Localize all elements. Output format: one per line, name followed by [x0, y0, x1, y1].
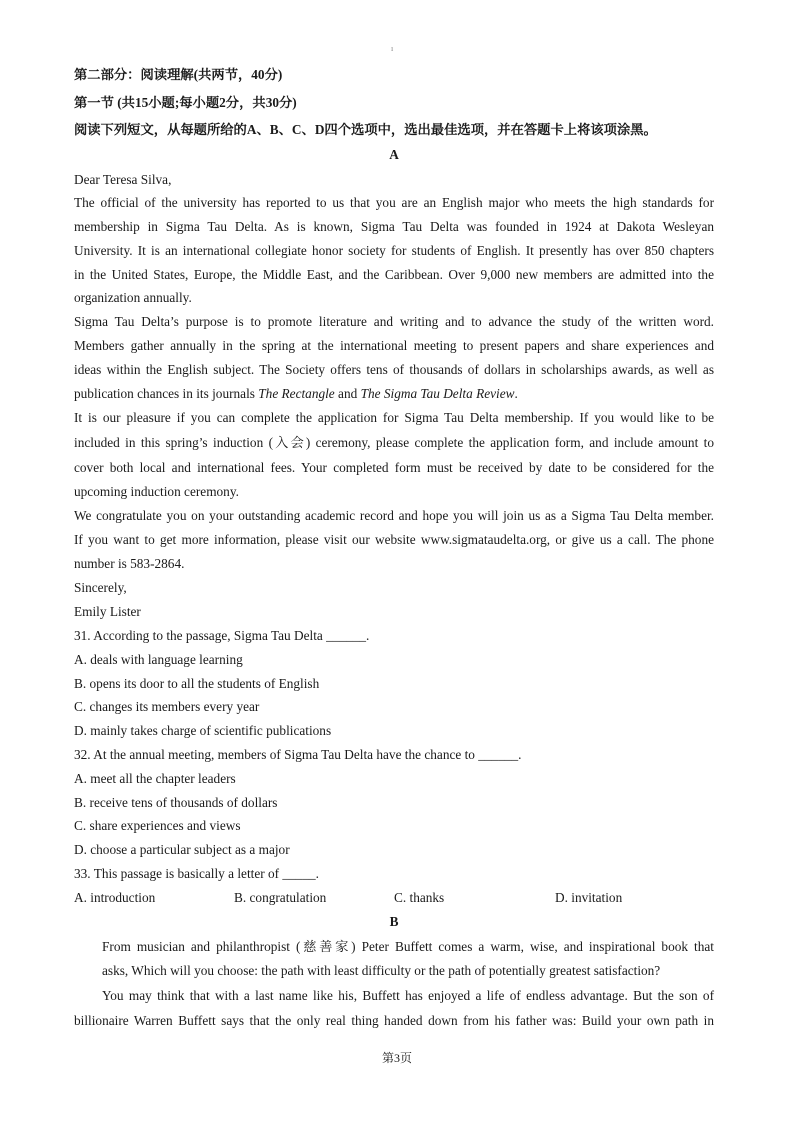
page-number: 第3页 — [381, 1051, 412, 1065]
passage-a-line: number is 583-2864. — [74, 556, 185, 571]
page-top-mark: ı — [391, 44, 394, 53]
passage-a-line: It is our pleasure if you can complete the application for Sigma Tau Delta membership. If you would like to be — [74, 410, 714, 425]
passage-a-line: cover both local and international fees. Your completed form must be received by date to be considered for the — [74, 460, 714, 475]
instruction-text: 阅读下列短文，从每题所给的A、B、C、D四个选项中，选出最佳选项，并在答题卡上将该项涂黑。 — [74, 122, 657, 137]
passage-b-line: From musician and philanthropist (慈善家) Peter Buffett comes a warm, wise, and inspirational book that — [102, 939, 714, 954]
passage-b-label: B — [389, 914, 399, 929]
passage-a-line: upcoming induction ceremony. — [74, 484, 239, 499]
passage-b-line: You may think that with a last name like his, Buffett has enjoyed a life of endless advantage. But the son of — [102, 988, 714, 1003]
answer-option: A. deals with language learning — [74, 652, 243, 667]
answer-option: C. changes its members every year — [74, 699, 260, 714]
passage-a-line: organization annually. — [74, 290, 192, 305]
part-heading: 第二部分：阅读理解(共两节，40分) — [74, 67, 283, 82]
passage-a-line: in the United States, Europe, the Middle East, and the Caribbean. Over 9,000 new members are admitted into the — [74, 267, 714, 282]
letter-closing: Sincerely, — [74, 580, 127, 595]
answer-option: B. opens its door to all the students of English — [74, 676, 320, 691]
passage-a-line: included in this spring’s induction (入会) ceremony, please complete the application form, and include amount to — [74, 435, 714, 450]
answer-option: B. congratulation — [234, 890, 327, 905]
answer-option: A. meet all the chapter leaders — [74, 771, 236, 786]
letter-signature: Emily Lister — [74, 604, 141, 619]
answer-option: D. invitation — [555, 890, 623, 905]
answer-option: B. receive tens of thousands of dollars — [74, 795, 278, 810]
passage-a-line: Sigma Tau Delta’s purpose is to promote literature and writing and to advance the study of the written word. — [74, 314, 714, 329]
journal-title: The Rectangle — [258, 386, 335, 401]
question-stem: 32. At the annual meeting, members of Sigma Tau Delta have the chance to ______. — [74, 747, 522, 762]
passage-a-line: If you want to get more information, please visit our website www.sigmataudelta.org, or give us a call. The phone — [74, 532, 714, 547]
passage-b-line: asks, Which will you choose: the path with least difficulty or the path of potentially greatest satisfaction? — [102, 963, 661, 978]
passage-a-line: The official of the university has reported to us that you are an English major who meets the high standards for — [74, 195, 714, 210]
answer-option: D. choose a particular subject as a major — [74, 842, 290, 857]
passage-a-label: A — [389, 147, 399, 162]
answer-option: D. mainly takes charge of scientific publications — [74, 723, 332, 738]
passage-b-line: billionaire Warren Buffett says that the only real thing handed down from his father was: Build your own path in — [74, 1013, 714, 1028]
answer-option: C. thanks — [394, 890, 445, 905]
question-stem: 33. This passage is basically a letter of _____. — [74, 866, 319, 881]
passage-a-line: University. It is an international collegiate honor society for students of English. It presently has over 850 chapters — [74, 243, 714, 258]
question-stem: 31. According to the passage, Sigma Tau Delta ______. — [74, 628, 370, 643]
answer-option: C. share experiences and views — [74, 818, 241, 833]
letter-greeting: Dear Teresa Silva, — [74, 172, 172, 187]
passage-a-line: Members gather annually in the spring at the international meeting to present papers and share experiences and — [74, 338, 714, 353]
journal-title: The Sigma Tau Delta Review — [360, 386, 515, 401]
passage-a-line: We congratulate you on your outstanding academic record and hope you will join us as a Sigma Tau Delta member. — [74, 508, 714, 523]
passage-a-line: ideas within the English subject. The Society offers tens of thousands of dollars in scholarships awards, as well as — [74, 362, 714, 377]
publication-line — [74, 386, 518, 402]
passage-a-line: membership in Sigma Tau Delta. As is known, Sigma Tau Delta was founded in 1924 at Dakota Wesleyan — [74, 219, 714, 234]
answer-option: A. introduction — [74, 890, 156, 905]
publication-text: . — [514, 386, 518, 401]
section-heading: 第一节 (共15小题;每小题2分，共30分) — [74, 95, 297, 110]
publication-text: publication chances in its journals — [74, 386, 259, 401]
publication-text: and — [334, 386, 361, 401]
